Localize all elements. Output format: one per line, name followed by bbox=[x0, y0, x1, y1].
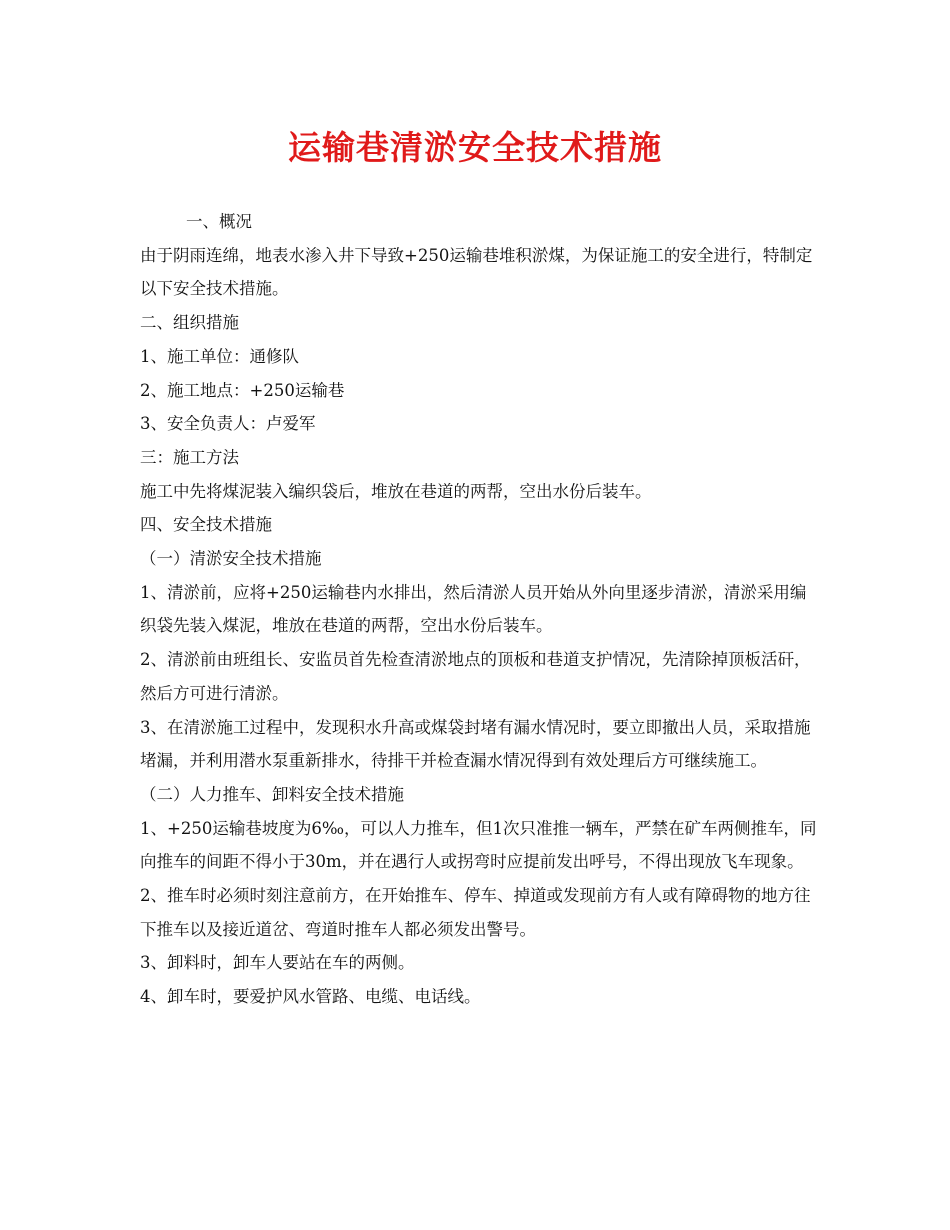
list-item-pushing-2: 2、推车时必须时刻注意前方，在开始推车、停车、掉道或发现前方有人或有障碍物的地方往下推车以及接近道岔、弯道时推车人都必须发出警号。 bbox=[140, 886, 811, 939]
list-item-dredging-3: 3、在清淤施工过程中，发现积水升高或煤袋封堵有漏水情况时，要立即撤出人员，采取措施堵漏，并利用潜水泵重新排水，待排干并检查漏水情况得到有效处理后方可继续施工。 bbox=[140, 717, 811, 771]
list-item-responsible: 3、安全负责人：卢爱军 bbox=[140, 414, 316, 434]
list-item-pushing-4: 4、卸车时，要爱护风水管路、电缆、电话线。 bbox=[140, 987, 481, 1007]
list-item-pushing-3: 3、卸料时，卸车人要站在车的两侧。 bbox=[140, 953, 415, 973]
list-item-dredging-2: 2、清淤前由班组长、安监员首先检查清淤地点的顶板和巷道支护情况，先清除掉顶板活矸，然后方可进行清淤。 bbox=[140, 650, 811, 703]
subsection-heading-dredging: （一）清淤安全技术措施 bbox=[140, 549, 322, 569]
section-heading-organization: 二、组织措施 bbox=[140, 313, 239, 333]
paragraph-method: 施工中先将煤泥装入编织袋后，堆放在巷道的两帮，空出水份后装车。 bbox=[140, 481, 652, 501]
list-item-location: 2、施工地点：+250运输巷 bbox=[140, 380, 345, 400]
list-item-unit: 1、施工单位：通修队 bbox=[140, 346, 299, 366]
section-heading-method: 三：施工方法 bbox=[140, 447, 239, 467]
document-title: 运输巷清淤安全技术措施 bbox=[288, 128, 662, 167]
section-heading-overview: 一、概况 bbox=[186, 212, 252, 231]
list-item-dredging-1: 1、清淤前，应将+250运输巷内水排出，然后清淤人员开始从外向里逐步清淤，清淤采用编织袋先装入煤泥，堆放在巷道的两帮，空出水份后装车。 bbox=[140, 582, 807, 636]
paragraph-overview: 由于阴雨连绵，地表水渗入井下导致+250运输巷堆积淤煤，为保证施工的安全进行，特制定以下安全技术措施。 bbox=[140, 245, 813, 299]
subsection-heading-pushing: （二）人力推车、卸料安全技术措施 bbox=[140, 784, 404, 804]
section-heading-safety: 四、安全技术措施 bbox=[140, 515, 272, 535]
list-item-pushing-1: 1、+250运输巷坡度为6‰，可以人力推车，但1次只准推一辆车，严禁在矿车两侧推车，同向推车的间距不得小于30m，并在遇行人或拐弯时应提前发出呼号，不得出现放飞车现象。 bbox=[140, 818, 817, 872]
document-body bbox=[140, 205, 820, 1014]
